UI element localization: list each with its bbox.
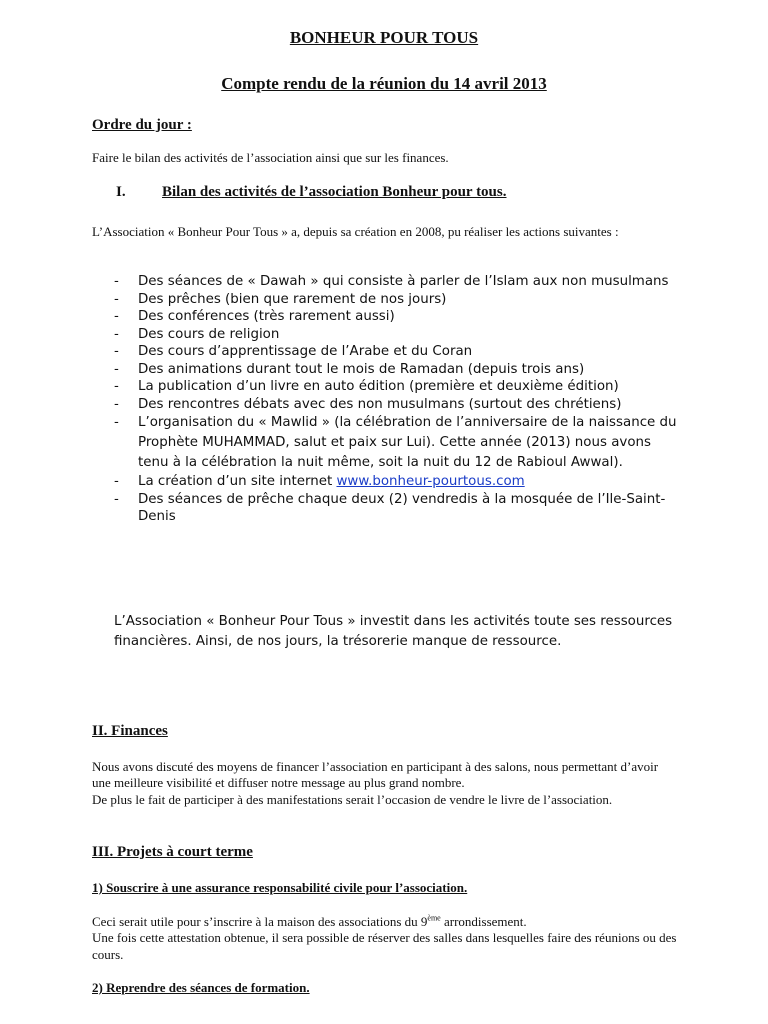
list-item — [114, 273, 684, 291]
list-item-text: Des conférences (très rarement aussi) — [138, 309, 395, 324]
website-link[interactable]: www.bonheur-pourtous.com — [336, 474, 525, 489]
section-1-number: I. — [116, 184, 126, 200]
list-item — [114, 396, 684, 414]
dash-bullet: - — [114, 491, 119, 507]
list-item — [114, 308, 684, 326]
subsection-1-line-2: Une fois cette attestation obtenue, il sera possible de réserver des salles dans lesquelles faire des réunions ou des cours. — [92, 930, 677, 962]
dash-bullet: - — [114, 326, 119, 342]
activities-list — [114, 273, 684, 526]
dash-bullet: - — [114, 361, 119, 377]
list-item-text: Des animations durant tout le mois de Ramadan (depuis trois ans) — [138, 361, 585, 377]
subsection-1-text — [92, 914, 682, 963]
list-item — [114, 491, 684, 526]
list-item — [114, 473, 684, 491]
document-title: BONHEUR POUR TOUS — [289, 28, 479, 47]
subsection-1-heading: 1) Souscrire à une assurance responsabilité civile pour l’association. — [92, 880, 468, 895]
dash-bullet: - — [114, 291, 119, 307]
section-2-heading: II. Finances — [92, 723, 168, 739]
sub1-text-a: Ceci serait utile pour s’inscrire à la maison des associations du 9 — [92, 914, 428, 929]
dash-bullet: - — [114, 274, 119, 289]
list-item — [114, 291, 684, 309]
list-item-text: Des prêches (bien que rarement de nos jours) — [138, 291, 447, 307]
list-item-text: Des séances de « Dawah » qui consiste à parler de l’Islam aux non musulmans — [138, 274, 669, 289]
dash-bullet: - — [114, 344, 119, 359]
subsection-1-line-1 — [92, 914, 682, 930]
section-1-heading — [116, 184, 507, 201]
finances-text — [92, 759, 672, 808]
dash-bullet: - — [114, 415, 119, 430]
list-item-text: La création d’un site internet — [138, 474, 337, 489]
list-item-text: L’organisation du « Mawlid » (la célébration de l’anniversaire de la naissance du Prophète MUHAMMAD, salut et paix sur Lui). Cette année (2013) nous avons tenu à la célébration la nuit même, soit la nuit du 12 de Rabioul Awwal). — [138, 415, 677, 470]
investment-paragraph: L’Association « Bonheur Pour Tous » investit dans les activités toute ses ressources financières. Ainsi, de nos jours, la trésorerie manque de ressource. — [114, 614, 673, 649]
section-1-title: Bilan des activités de l’association Bonheur pour tous. — [162, 184, 507, 200]
dash-bullet: - — [114, 309, 119, 324]
section-3-heading: III. Projets à court terme — [92, 844, 253, 860]
sub1-text-b: arrondissement. — [440, 914, 527, 929]
finances-paragraph-2: De plus le fait de participer à des manifestations serait l’occasion de vendre le livre de l’association. — [92, 791, 613, 807]
list-item — [114, 378, 684, 396]
dash-bullet: - — [114, 379, 119, 394]
list-item — [114, 413, 684, 473]
list-item-text: Des séances de prêche chaque deux (2) vendredis à la mosquée de l’Ile-Saint-Denis — [138, 491, 666, 524]
agenda-text: Faire le bilan des activités de l’association ainsi que sur les finances. — [92, 150, 449, 165]
list-item-text: La publication d’un livre en auto édition (première et deuxième édition) — [138, 379, 619, 394]
section-1-intro: L’Association « Bonheur Pour Tous » a, depuis sa création en 2008, pu réaliser les actions suivantes : — [92, 224, 619, 239]
agenda-heading: Ordre du jour : — [92, 117, 192, 133]
list-item-text: Des cours de religion — [138, 326, 280, 342]
list-item-text: Des cours d’apprentissage de l’Arabe et du Coran — [138, 344, 473, 359]
document-subtitle: Compte rendu de la réunion du 14 avril 2013 — [221, 74, 547, 93]
list-item — [114, 361, 684, 379]
list-item — [114, 326, 684, 344]
dash-bullet: - — [114, 396, 119, 412]
superscript: ème — [427, 913, 441, 923]
finances-paragraph-1: Nous avons discuté des moyens de financer l’association en participant à des salons, nous permettant d’avoir une meilleure visibilité et diffuser notre message au plus grand nombre. — [92, 759, 659, 791]
subsection-2-heading: 2) Reprendre des séances de formation. — [92, 980, 310, 995]
dash-bullet: - — [114, 474, 119, 489]
list-item — [114, 343, 684, 361]
list-item-text: Des rencontres débats avec des non musulmans (surtout des chrétiens) — [138, 396, 622, 412]
